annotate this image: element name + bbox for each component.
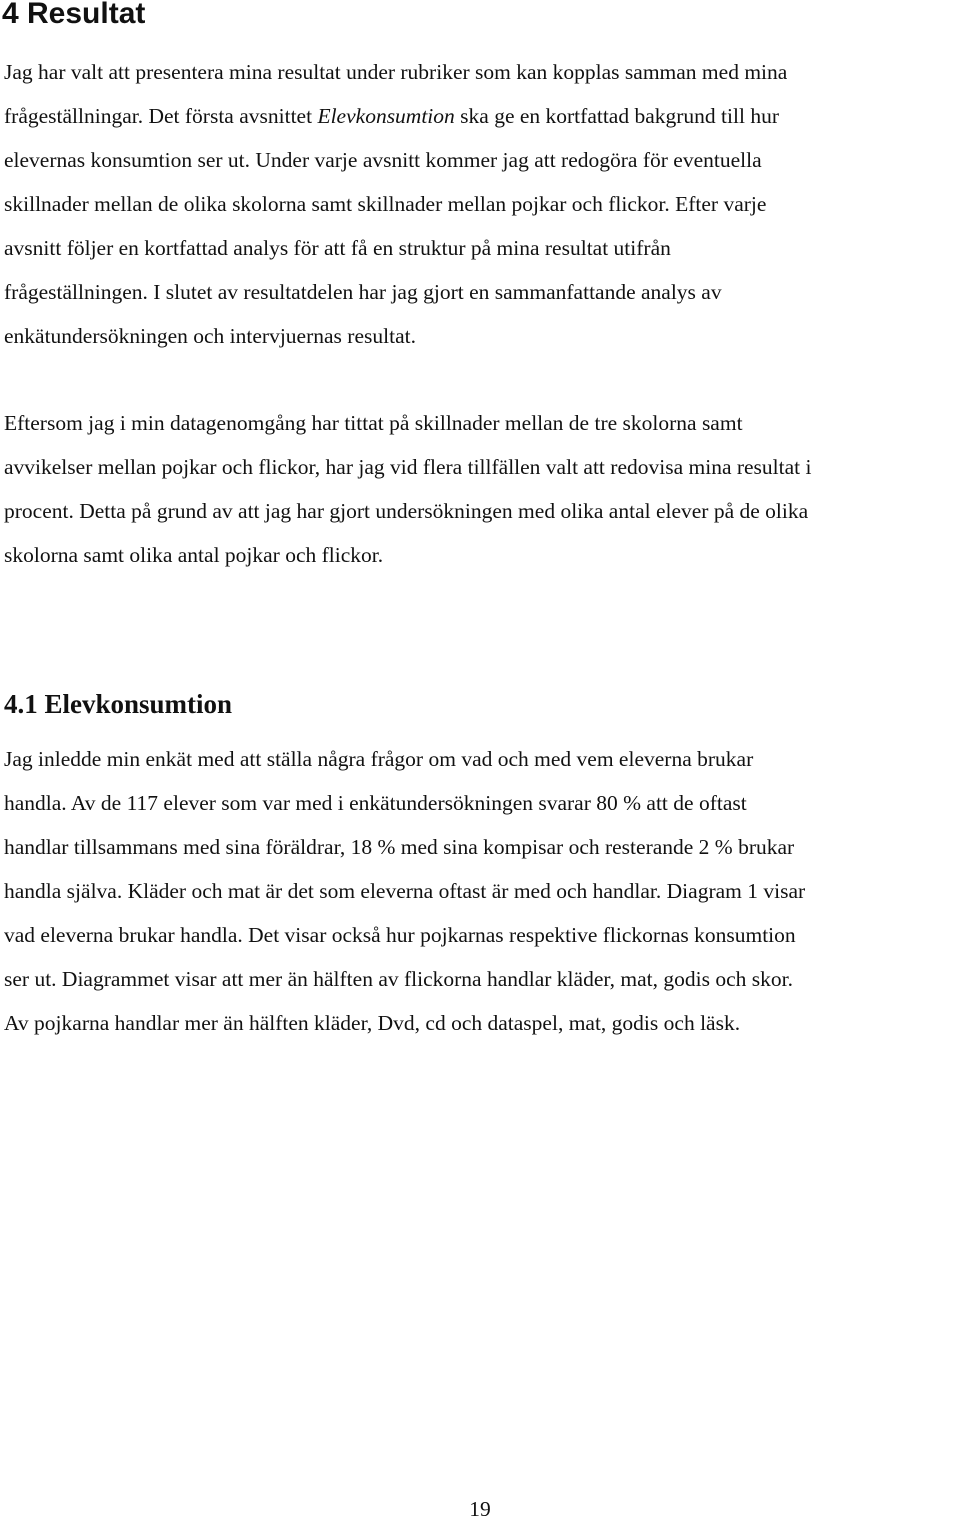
paragraph-line: elevernas konsumtion ser ut. Under varje avsnitt kommer jag att redogöra för eventuella	[4, 148, 762, 172]
paragraph-line: handlar tillsammans med sina föräldrar, 18 % med sina kompisar och resterande 2 % brukar	[4, 835, 795, 859]
paragraph-line: enkätundersökningen och intervjuernas resultat.	[4, 324, 416, 348]
paragraph-line: Jag har valt att presentera mina resultat under rubriker som kan kopplas samman med mina	[4, 60, 788, 84]
page-number: 19	[469, 1497, 491, 1521]
paragraph-line: procent. Detta på grund av att jag har gjort undersökningen med olika antal elever på de olika	[4, 499, 809, 523]
paragraph-line: handla själva. Kläder och mat är det som eleverna oftast är med och handlar. Diagram 1 visar	[4, 879, 806, 903]
paragraph-line: Eftersom jag i min datagenomgång har tittat på skillnader mellan de tre skolorna samt	[4, 411, 743, 435]
elevkonsumtion-paragraph	[4, 737, 805, 1045]
method-paragraph	[4, 401, 812, 577]
paragraph-line: frågeställningen. I slutet av resultatdelen har jag gjort en sammanfattande analys av	[4, 280, 722, 304]
paragraph-line: frågeställningar. Det första avsnittet Elevkonsumtion ska ge en kortfattad bakgrund till hur	[4, 104, 779, 128]
italic-term: Elevkonsumtion	[317, 104, 455, 128]
intro-paragraph	[4, 50, 787, 358]
paragraph-line: handla. Av de 117 elever som var med i enkätundersökningen svarar 80 % att de oftast	[4, 791, 747, 815]
paragraph-line: vad eleverna brukar handla. Det visar också hur pojkarnas respektive flickornas konsumtion	[4, 923, 796, 947]
paragraph-line: skillnader mellan de olika skolorna samt skillnader mellan pojkar och flickor. Efter varje	[4, 192, 767, 216]
section-heading: 4 Resultat	[2, 0, 146, 30]
paragraph-line: skolorna samt olika antal pojkar och flickor.	[4, 543, 384, 567]
paragraph-line: Jag inledde min enkät med att ställa några frågor om vad och med vem eleverna brukar	[4, 747, 754, 771]
paragraph-line: Av pojkarna handlar mer än hälften kläder, Dvd, cd och dataspel, mat, godis och läsk.	[4, 1011, 741, 1035]
paragraph-line: ser ut. Diagrammet visar att mer än hälften av flickorna handlar kläder, mat, godis och skor.	[4, 967, 794, 991]
paragraph-line: avsnitt följer en kortfattad analys för att få en struktur på mina resultat utifrån	[4, 236, 671, 260]
paragraph-line: avvikelser mellan pojkar och flickor, har jag vid flera tillfällen valt att redovisa mina resultat i	[4, 455, 812, 479]
subsection-heading: 4.1 Elevkonsumtion	[4, 689, 233, 719]
